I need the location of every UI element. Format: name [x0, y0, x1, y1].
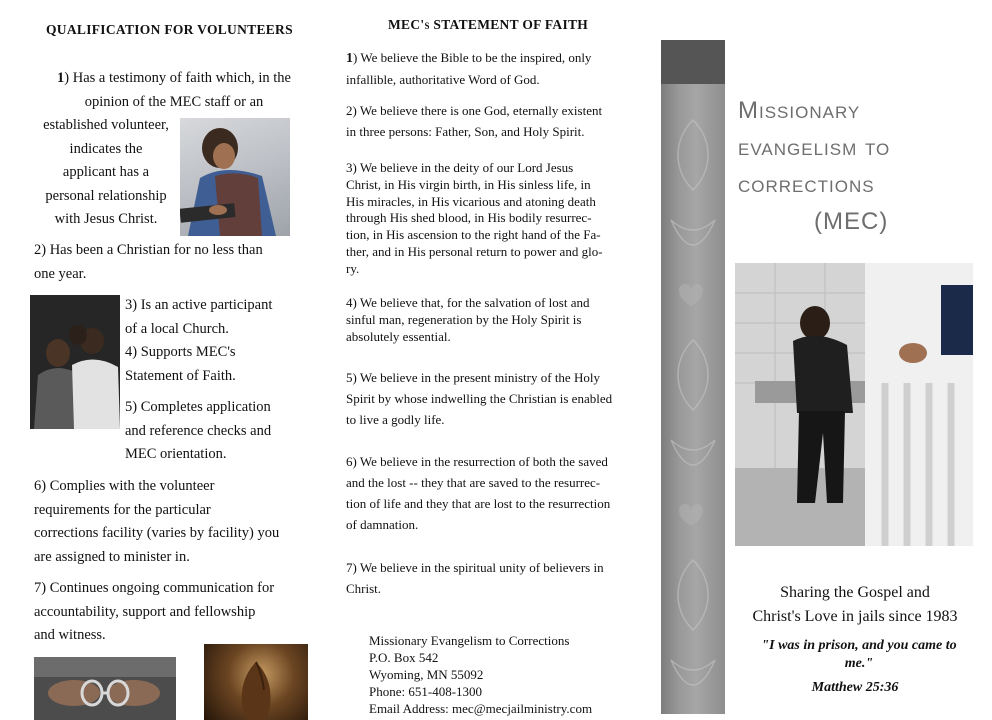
address-city: Wyoming, MN 55092	[369, 667, 484, 682]
tagline	[735, 581, 975, 629]
title-line: evangelism to	[738, 134, 891, 161]
item-text: and witness.	[34, 627, 106, 643]
title-line: Missionary	[738, 97, 861, 124]
qualification-item-1-cont	[34, 114, 178, 232]
faith-statement-7	[346, 557, 646, 599]
address-org: Missionary Evangelism to Corrections	[369, 633, 570, 648]
item-text: 6) Complies with the volunteer	[34, 478, 215, 494]
jail-cell-illustration	[735, 263, 973, 546]
item-text: applicant has a	[62, 164, 150, 180]
qualification-item-2	[34, 239, 314, 286]
item-text: 5) Completes application	[125, 399, 271, 415]
qualification-item-6	[34, 475, 324, 569]
statement-text: 3) We believe in the deity of our Lord Jesus	[346, 160, 574, 175]
statement-text: 4) We believe that, for the salvation of lost and	[346, 295, 590, 310]
item-text: ) Has a testimony of faith which, in the	[64, 70, 291, 86]
address-phone: Phone: 651-408-1300	[369, 684, 483, 699]
item-text: 3) Is an active participant	[125, 297, 273, 313]
praying-hands-illustration	[204, 644, 308, 720]
item-text: of a local Church.	[125, 320, 229, 337]
jail-cell-photo	[735, 263, 973, 546]
quote-line: me."	[844, 656, 874, 671]
faith-statement-4	[346, 295, 646, 345]
man-reading-illustration	[180, 118, 290, 236]
item-number: 1	[57, 70, 65, 86]
statement-text: absolutely essential.	[346, 328, 451, 344]
faith-statement-3	[346, 160, 646, 278]
statement-text: to live a godly life.	[346, 412, 445, 427]
statement-text: tion of life and they that are lost to the resurrection	[346, 496, 611, 511]
faith-statement-6	[346, 451, 646, 535]
handcuffs-photo	[34, 657, 176, 720]
item-text: 2) Has been a Christian for no less than	[34, 242, 263, 258]
tagline-line: Christ's Love in jails since 1983	[752, 608, 958, 625]
tagline-line: Sharing the Gospel and	[780, 584, 930, 601]
statement-text: tion, in His ascension to the right hand of the Fa-	[346, 227, 601, 243]
item-text: and reference checks and	[125, 422, 272, 439]
statement-text: infallible, authoritative Word of God.	[346, 72, 540, 87]
scripture-reference: Matthew 25:36	[811, 680, 899, 695]
man-reading-photo	[180, 118, 290, 236]
item-text: opinion of the MEC staff or an	[84, 93, 264, 110]
qualification-item-1	[34, 67, 314, 114]
statement-text: in three persons: Father, Son, and Holy Spirit.	[346, 124, 585, 139]
statement-text: of damnation.	[346, 517, 419, 532]
item-text: established volunteer,	[43, 117, 169, 133]
statement-text: 6) We believe in the resurrection of both the saved	[346, 454, 608, 469]
address-email: Email Address: mec@mecjailministry.com	[369, 701, 593, 716]
item-text: corrections facility (varies by facility) you	[34, 525, 280, 541]
statement-text: through His shed blood, in His bodily resurrec-	[346, 210, 592, 226]
statement-text: sinful man, regeneration by the Holy Spirit is	[346, 311, 582, 327]
praying-hands-photo	[204, 644, 308, 720]
statement-number: 1	[346, 51, 353, 66]
decorative-damask-panel	[661, 40, 725, 714]
item-text: accountability, support and fellowship	[34, 603, 256, 620]
title-line: corrections	[738, 171, 875, 198]
item-text: personal relationship	[45, 187, 167, 204]
scripture-quote	[735, 637, 983, 673]
statement-text: Spirit by whose indwelling the Christian is enabled	[346, 391, 613, 406]
item-text: requirements for the particular	[34, 501, 211, 518]
address-box: P.O. Box 542	[369, 650, 439, 665]
statement-text: ther, and in His personal return to power and glo-	[346, 243, 603, 259]
item-text: with Jesus Christ.	[54, 211, 158, 227]
item-text: are assigned to minister in.	[34, 548, 190, 565]
faith-statement-2	[346, 100, 646, 142]
qualification-item-4	[125, 341, 325, 388]
qualification-item-5	[125, 396, 325, 467]
statement-text: and the lost -- they that are saved to the resurrec-	[346, 475, 601, 490]
item-text: 7) Continues ongoing communication for	[34, 580, 275, 596]
statement-text: His miracles, in His vicarious and atoning death	[346, 193, 596, 209]
item-text: Statement of Faith.	[125, 367, 236, 384]
panel-top-band	[661, 40, 725, 84]
volunteer-qualifications-heading: QUALIFICATION FOR VOLUNTEERS	[46, 22, 293, 37]
statement-text: 5) We believe in the present ministry of the Holy	[346, 370, 600, 385]
statement-text: ) We believe the Bible to be the inspired, only	[353, 50, 592, 65]
quote-line: "I was in prison, and you came to	[761, 638, 957, 653]
statement-text: 2) We believe there is one God, eternally existent	[346, 103, 603, 118]
mailing-address	[369, 632, 659, 717]
brochure-title	[738, 92, 978, 240]
damask-pattern	[661, 40, 725, 714]
item-text: MEC orientation.	[125, 446, 227, 462]
statement-text: Christ, in His virgin birth, in His sinless life, in	[346, 176, 591, 192]
qualification-item-3	[125, 294, 325, 341]
statement-of-faith-heading: MEC's STATEMENT OF FAITH	[388, 17, 589, 32]
item-text: indicates the	[69, 140, 143, 157]
statement-text: 7) We believe in the spiritual unity of believers in	[346, 560, 604, 575]
group-prayer-photo	[30, 295, 120, 429]
statement-text: ry.	[346, 260, 360, 276]
qualification-item-7	[34, 577, 324, 648]
item-text: one year.	[34, 265, 87, 282]
title-line: (MEC)	[814, 208, 889, 235]
handcuffs-illustration	[34, 657, 176, 720]
statement-text: Christ.	[346, 581, 382, 596]
faith-statement-5	[346, 367, 646, 430]
item-text: 4) Supports MEC's	[125, 344, 236, 360]
faith-statement-1	[346, 47, 646, 90]
group-prayer-illustration	[30, 295, 120, 429]
